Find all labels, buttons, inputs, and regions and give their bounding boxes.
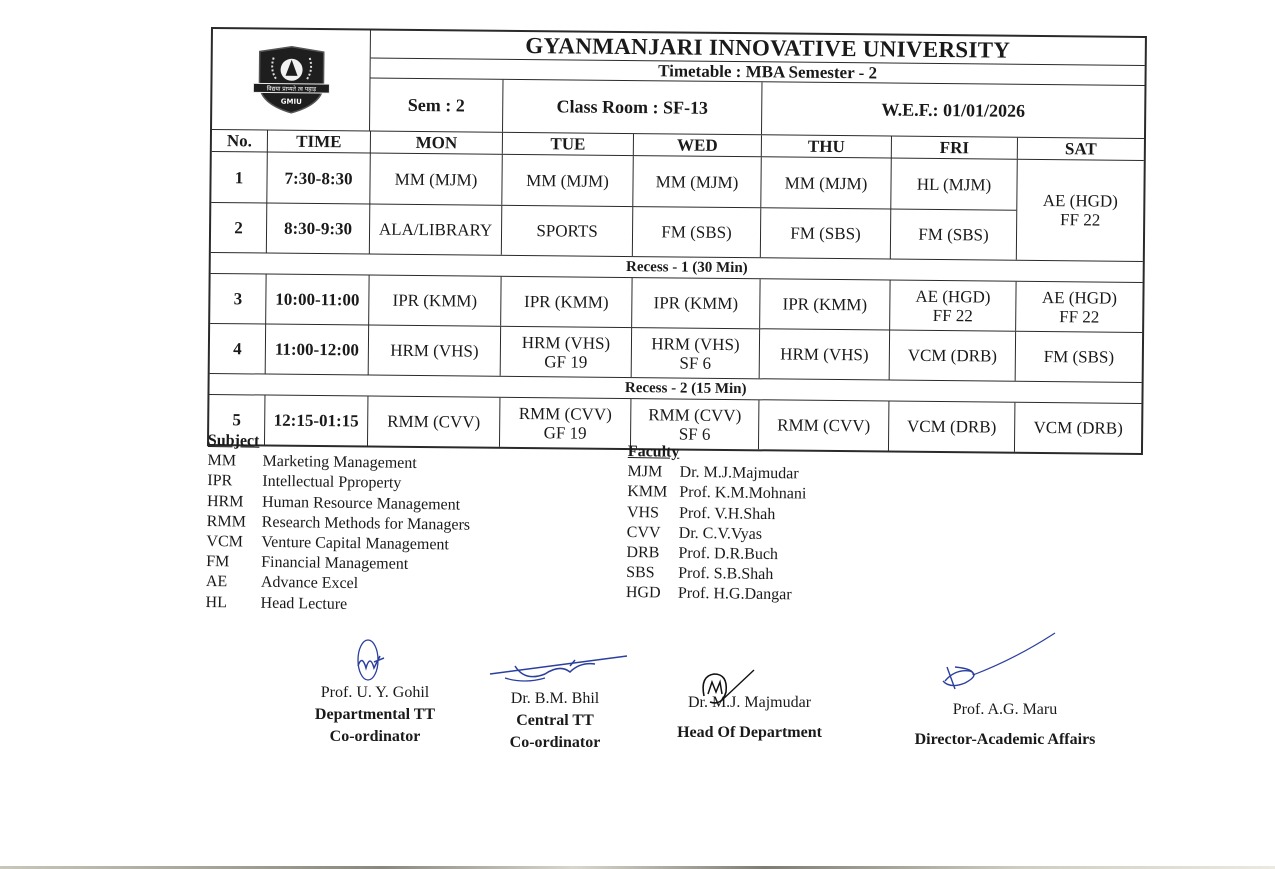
cell-wed: IPR (KMM) — [631, 278, 759, 328]
university-logo — [212, 29, 371, 131]
cell-thu: HRM (VHS) — [759, 329, 889, 379]
cell-room: FF 22 — [932, 305, 973, 325]
legend-abbr: DRB — [626, 544, 660, 562]
col-header-tue: TUE — [502, 133, 633, 155]
legend-item — [626, 583, 805, 606]
svg-text:विद्यया प्राप्यते त्व पहाड़: विद्यया प्राप्यते त्व पहाड़ — [266, 85, 316, 94]
signature-icon — [692, 666, 772, 716]
cell-fri: FM (SBS) — [890, 210, 1016, 260]
legend-item — [627, 482, 806, 505]
legend-name: Venture Capital Management — [261, 533, 450, 554]
legend-name: Advance Excel — [260, 574, 359, 593]
legend-abbr: VCM — [206, 533, 244, 551]
table-row — [211, 202, 1016, 260]
signatory-dept-tt — [300, 682, 450, 748]
cell-room: SF 6 — [678, 424, 711, 444]
legend-abbr: IPR — [207, 472, 233, 490]
legend-abbr: VHS — [626, 503, 660, 522]
legend-abbr: KMM — [627, 483, 668, 501]
legend-abbr: RMM — [206, 512, 246, 531]
legend-name: Prof. H.G.Dangar — [677, 585, 792, 604]
legend-name: Prof. S.B.Shah — [678, 564, 774, 584]
signatory-role: Head Of Department — [677, 724, 822, 741]
faculty-legend-heading: Faculty — [627, 442, 680, 461]
cell-sat — [1015, 282, 1142, 332]
slot-time: 8:30-9:30 — [266, 204, 369, 254]
cell-fri — [889, 281, 1015, 331]
signatory-role: Central TT — [516, 712, 594, 729]
cell-mon: HRM (VHS) — [368, 326, 500, 376]
cell-fri: VCM (DRB) — [888, 402, 1014, 452]
university-name: GYANMANJARI INNOVATIVE UNIVERSITY — [371, 31, 1145, 66]
legend-item — [627, 503, 806, 526]
timetable — [207, 27, 1147, 455]
col-header-sat: SAT — [1017, 138, 1144, 160]
cell-room: GF 19 — [544, 351, 588, 372]
cell-subject: HRM (VHS) — [521, 332, 611, 353]
signature-icon — [344, 636, 394, 696]
cell-thu: IPR (KMM) — [759, 279, 889, 329]
cell-wed: MM (MJM) — [632, 156, 760, 207]
slot-time: 11:00-12:00 — [265, 325, 368, 375]
col-header-mon: MON — [370, 132, 502, 154]
legend-name: Prof. K.M.Mohnani — [679, 484, 807, 503]
cell-wed: FM (SBS) — [632, 207, 760, 257]
slot-number: 5 — [232, 410, 242, 430]
signatory-central-tt — [485, 688, 625, 754]
timetable-header — [212, 29, 1145, 138]
cell-subject: HRM (VHS) — [651, 333, 740, 354]
cell-subject: AE (HGD) — [915, 286, 991, 306]
slot-number: 3 — [233, 289, 243, 309]
signatory-name: Dr. B.M. Bhil — [510, 690, 600, 707]
legend-name: Financial Management — [261, 553, 409, 574]
legend-item — [205, 593, 469, 617]
cell-sat: FM (SBS) — [1015, 332, 1142, 382]
legend-item — [626, 543, 805, 566]
col-header-thu: THU — [761, 135, 891, 157]
table-row — [210, 273, 1142, 332]
signature-icon — [925, 629, 1065, 699]
cell-tue: SPORTS — [501, 206, 632, 256]
col-header-wed: WED — [633, 134, 761, 156]
signatory-role: Co-ordinator — [329, 728, 421, 745]
legend-abbr: HL — [205, 593, 228, 611]
cell-room: SF 6 — [679, 353, 712, 373]
cell-room: GF 19 — [543, 422, 587, 443]
cell-sat: VCM (DRB) — [1014, 403, 1141, 453]
legend-name: Prof. V.H.Shah — [678, 504, 776, 523]
cell-sat-merged — [1016, 160, 1144, 261]
signatory-role: Co-ordinator — [509, 734, 601, 751]
svg-text:GMIU: GMIU — [280, 97, 302, 106]
slot-number: 4 — [233, 339, 242, 359]
recess-label: Recess - 1 (30 Min) — [626, 258, 748, 276]
cell-thu: RMM (CVV) — [758, 400, 888, 450]
cell-wed — [631, 328, 759, 378]
cell-tue: IPR (KMM) — [500, 277, 631, 327]
subject-legend — [205, 431, 471, 616]
legend-name: Human Resource Management — [261, 493, 461, 514]
legend-abbr: CVV — [626, 523, 661, 542]
table-row — [211, 152, 1016, 210]
faculty-legend — [626, 442, 807, 606]
gmiu-crest-icon — [251, 45, 332, 114]
legend-name: Head Lecture — [260, 594, 348, 613]
cell-tue — [499, 398, 630, 448]
cell-sat-subject: AE (HGD) — [1042, 190, 1118, 211]
classroom-label: Class Room : SF-13 — [502, 80, 761, 134]
legend-item — [626, 563, 805, 586]
cell-tue — [500, 327, 631, 377]
signatory-name: Prof. A.G. Maru — [952, 701, 1058, 718]
legend-abbr: FM — [206, 553, 230, 571]
slot-time: 7:30-8:30 — [266, 153, 369, 204]
col-header-time: TIME — [267, 131, 370, 153]
legend-name: Dr. M.J.Majmudar — [679, 463, 799, 483]
col-header-fri: FRI — [891, 137, 1017, 159]
cell-subject: RMM (CVV) — [648, 404, 742, 425]
cell-fri: VCM (DRB) — [889, 331, 1015, 381]
wef-date: W.E.F.: 01/01/2026 — [761, 82, 1144, 138]
cell-mon: RMM (CVV) — [367, 397, 499, 447]
legend-name: Intellectual Pproperty — [262, 473, 402, 493]
legend-name: Prof. D.R.Buch — [678, 544, 779, 564]
legend-name: Research Methods for Managers — [261, 513, 471, 534]
signatory-name: Dr. M.J. Majmudar — [687, 694, 812, 711]
legend-item — [627, 462, 806, 485]
signatory-role: Departmental TT — [314, 706, 436, 723]
legend-abbr: MM — [207, 452, 237, 470]
legend-abbr: AE — [205, 573, 228, 591]
signatory-director — [895, 699, 1115, 751]
legend-abbr: HGD — [625, 584, 661, 602]
cell-subject: AE (HGD) — [1041, 287, 1118, 308]
legend-abbr: MJM — [627, 463, 663, 481]
signature-icon — [485, 652, 635, 692]
signatory-role: Director-Academic Affairs — [914, 731, 1096, 748]
subject-legend-heading: Subject — [207, 431, 260, 450]
cell-tue: MM (MJM) — [501, 155, 632, 206]
cell-thu: MM (MJM) — [760, 157, 890, 208]
slot-number: 1 — [234, 167, 244, 187]
slot-number: 2 — [234, 218, 243, 238]
legend-abbr: SBS — [626, 564, 655, 582]
slot-time: 12:15-01:15 — [264, 396, 367, 446]
cell-mon: IPR (KMM) — [368, 276, 500, 326]
legend-name: Marketing Management — [262, 452, 417, 473]
legend-item — [627, 523, 806, 546]
table-row — [210, 323, 1142, 382]
signatory-hod — [662, 692, 837, 744]
cell-sat-room: FF 22 — [1060, 210, 1101, 230]
legend-abbr: HRM — [206, 492, 244, 511]
col-header-no: No. — [226, 131, 253, 151]
signatory-name: Prof. U. Y. Gohil — [320, 684, 430, 701]
semester-label: Sem : 2 — [407, 94, 465, 115]
cell-room: FF 22 — [1059, 306, 1100, 327]
legend-name: Dr. C.V.Vyas — [678, 524, 763, 543]
cell-mon: ALA/LIBRARY — [369, 205, 501, 255]
cell-fri: HL (MJM) — [890, 159, 1016, 210]
cell-subject: RMM (CVV) — [518, 403, 612, 424]
cell-mon: MM (MJM) — [369, 154, 501, 205]
recess-label: Recess - 2 (15 Min) — [624, 379, 747, 397]
cell-thu: FM (SBS) — [760, 208, 890, 258]
timetable-title: Timetable : MBA Semester - 2 — [371, 59, 1145, 86]
slot-time: 10:00-11:00 — [265, 275, 368, 325]
